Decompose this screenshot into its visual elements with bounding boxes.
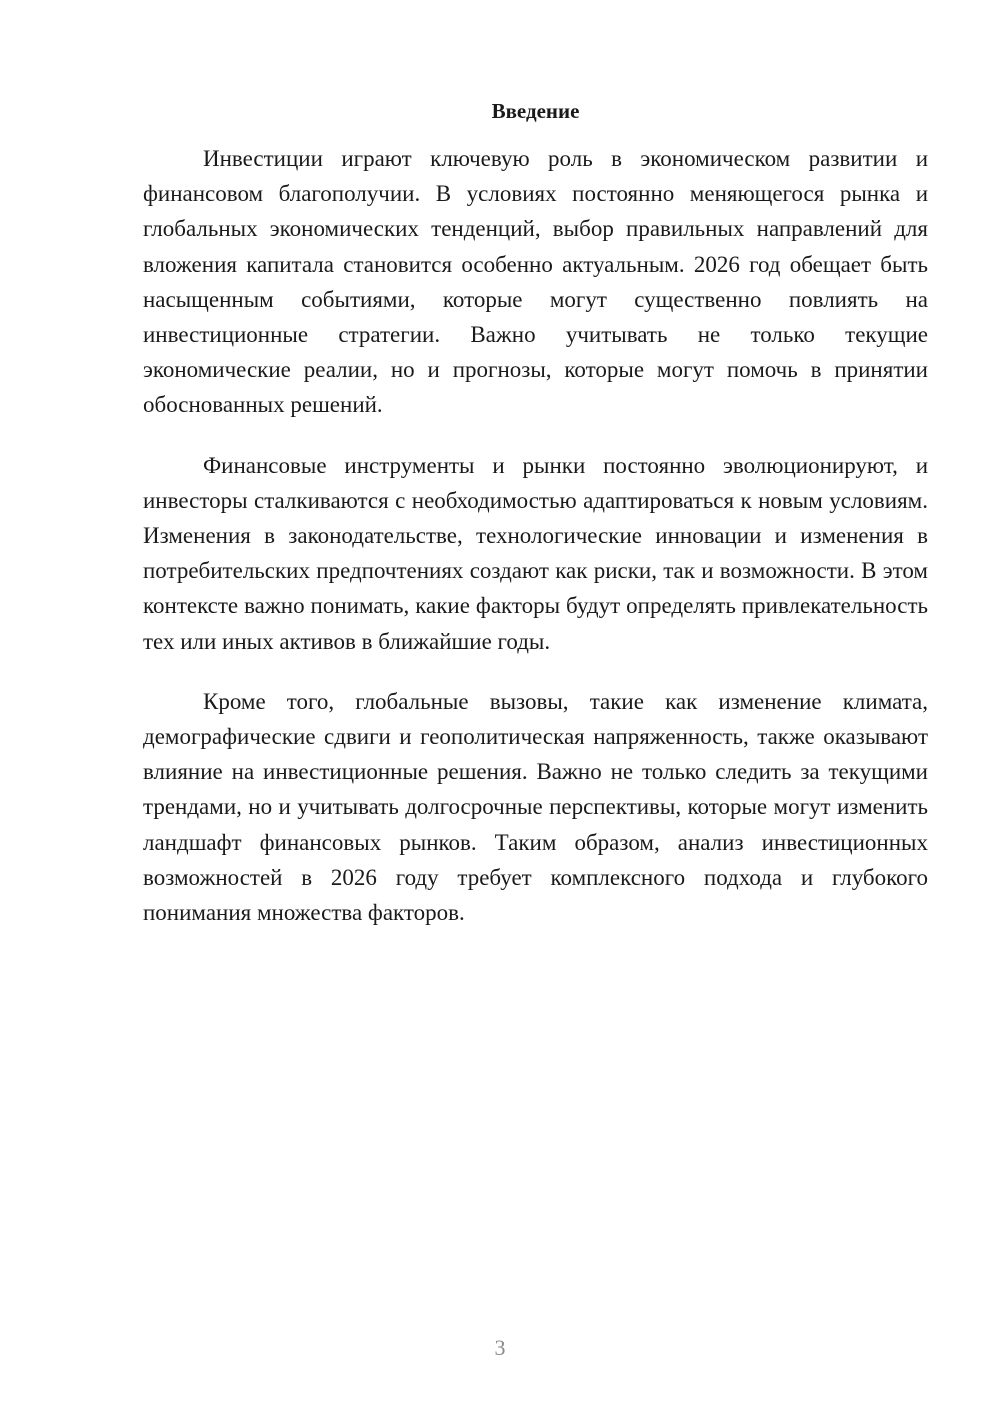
paragraph-2: Финансовые инструменты и рынки постоянно эволюционируют, и инвесторы сталкиваются с необходимостью адаптироваться к новым условиям. Изменения в законодательстве, технологические инновации и изменения в потребительских предпочтениях создают как риски, так и возможности. В этом контексте важно понимать, какие факторы будут определять привлекательность тех или иных активов в ближайшие годы. [143,452,928,654]
section-heading: Введение [491,99,580,123]
paragraph-3: Кроме того, глобальные вызовы, такие как изменение климата, демографические сдвиги и геополитическая напряженность, также оказывают влияние на инвестиционные решения. Важно не только следить за текущими трендами, но и учитывать долгосрочные перспективы, которые могут изменить ландшафт финансовых рынков. Таким образом, анализ инвестиционных возможностей в 2026 году требует комплексного подхода и глубокого понимания множества факторов. [143,688,928,926]
body-text [143,141,928,955]
page-number: 3 [494,1335,506,1360]
paragraph-1: Инвестиции играют ключевую роль в экономическом развитии и финансовом благополучии. В условиях постоянно меняющегося рынка и глобальных экономических тенденций, выбор правильных направлений для вложения капитала становится особенно актуальным. 2026 год обещает быть насыщенным событиями, которые могут существенно повлиять на инвестиционные стратегии. Важно учитывать не только текущие экономические реалии, но и прогнозы, которые могут помочь в принятии обоснованных решений. [143,146,928,418]
